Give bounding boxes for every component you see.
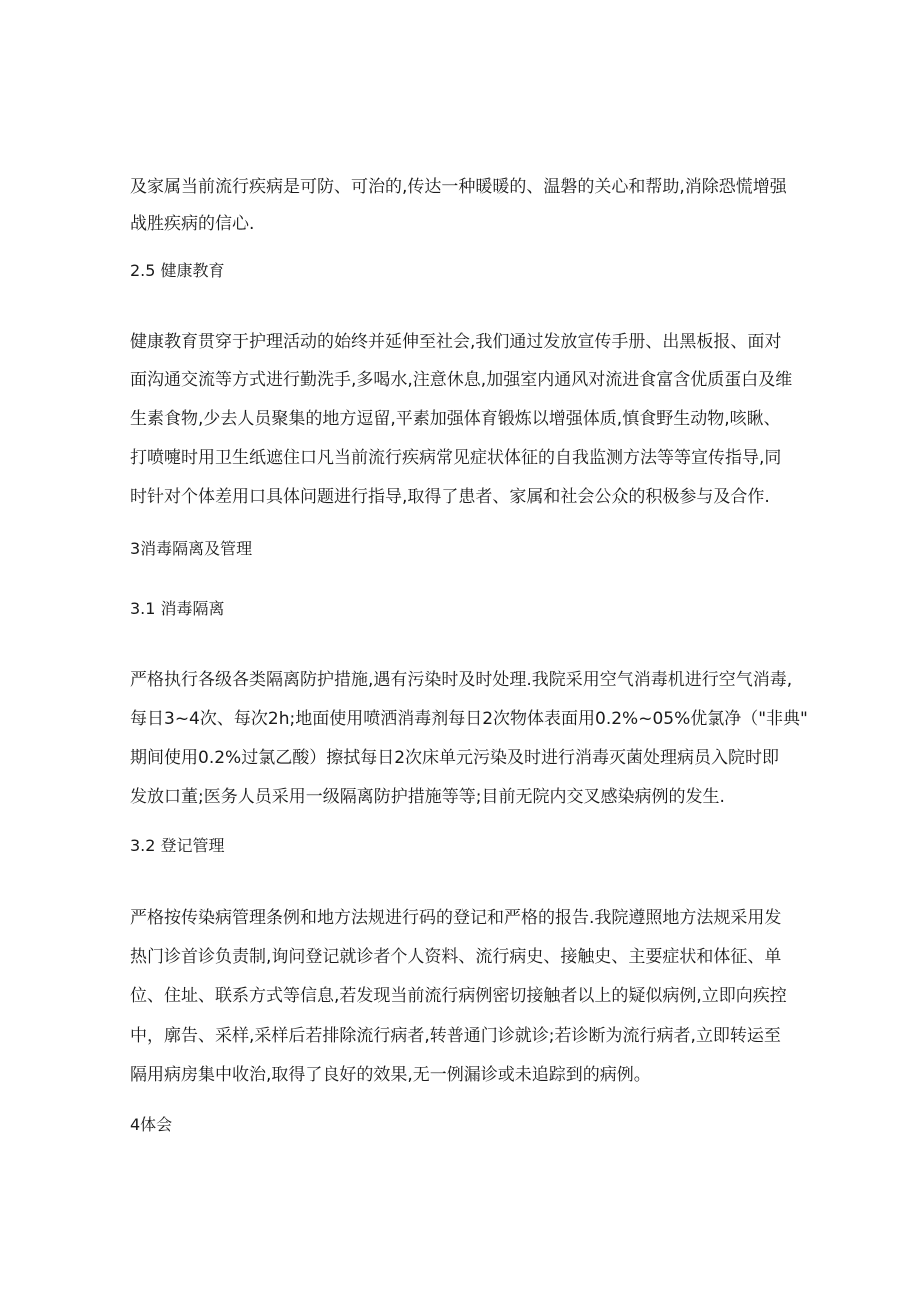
paragraph-line: 热门诊首诊负责制,询问登记就诊者个人资料、流行病史、接触史、主要症状和体征、单: [130, 947, 782, 967]
paragraph-line: 时针对个体差用口具体问题进行指导,取得了患者、家属和社会公众的积极参与及合作.: [130, 487, 770, 507]
paragraph-line: 打喷嚏时用卫生纸遮住口凡当前流行疾病常见症状体征的自我监测方法等等宣传指导,同: [130, 448, 782, 468]
paragraph-line: 每日3~4次、每次2h;地面使用喷洒消毒剂每日2次物体表面用0.2%~05%优氯净（"非典": [130, 709, 808, 729]
paragraph-line: 生素食物,少去人员聚集的地方逗留,平素加强体育锻炼以增强体质,慎食野生动物,咳瞅、: [130, 409, 781, 429]
paragraph-line: 健康教育贯穿于护理活动的始终并延伸至社会,我们通过发放宣传手册、出黑板报、面对: [130, 332, 782, 352]
paragraph-line: 中，廓告、采样,采样后若排除流行病者,转普通门诊就诊;若诊断为流行病者,立即转运至: [130, 1026, 781, 1046]
section-heading-3: 3消毒隔离及管理: [130, 539, 253, 558]
paragraph-line: 期间使用0.2%过氯乙酸）擦拭每日2次床单元污染及时进行消毒灭菌处理病员入院时即: [130, 748, 780, 768]
section-heading-4: 4体会: [130, 1115, 173, 1134]
section-heading-3-1: 3.1 消毒隔离: [130, 599, 225, 618]
paragraph-line: 严格按传染病管理条例和地方法规进行码的登记和严格的报告.我院遵照地方法规采用发: [130, 908, 782, 928]
paragraph-line: 位、住址、联系方式等信息,若发现当前流行病例密切接触者以上的疑似病例,立即向疾控: [130, 986, 787, 1006]
paragraph-line: 发放口董;医务人员采用一级隔离防护措施等等;目前无院内交叉感染病例的发生.: [130, 787, 725, 807]
section-heading-2-5: 2.5 健康教育: [130, 261, 225, 280]
paragraph-line: 及家属当前流行疾病是可防、可治的,传达一种暖暖的、温磐的关心和帮助,消除恐慌增强: [130, 177, 787, 197]
section-heading-3-2: 3.2 登记管理: [130, 836, 225, 855]
paragraph-line: 隔用病房集中收治,取得了良好的效果,无一例漏诊或未追踪到的病例。: [130, 1065, 651, 1085]
paragraph-line: 面沟通交流等方式进行勤洗手,多喝水,注意休息,加强室内通风对流进食富含优质蛋白及维: [130, 370, 793, 390]
paragraph-line: 严格执行各级各类隔离防护措施,遇有污染时及时处理.我院采用空气消毒机进行空气消毒,: [130, 670, 793, 690]
paragraph-line: 战胜疾病的信心.: [130, 214, 255, 234]
